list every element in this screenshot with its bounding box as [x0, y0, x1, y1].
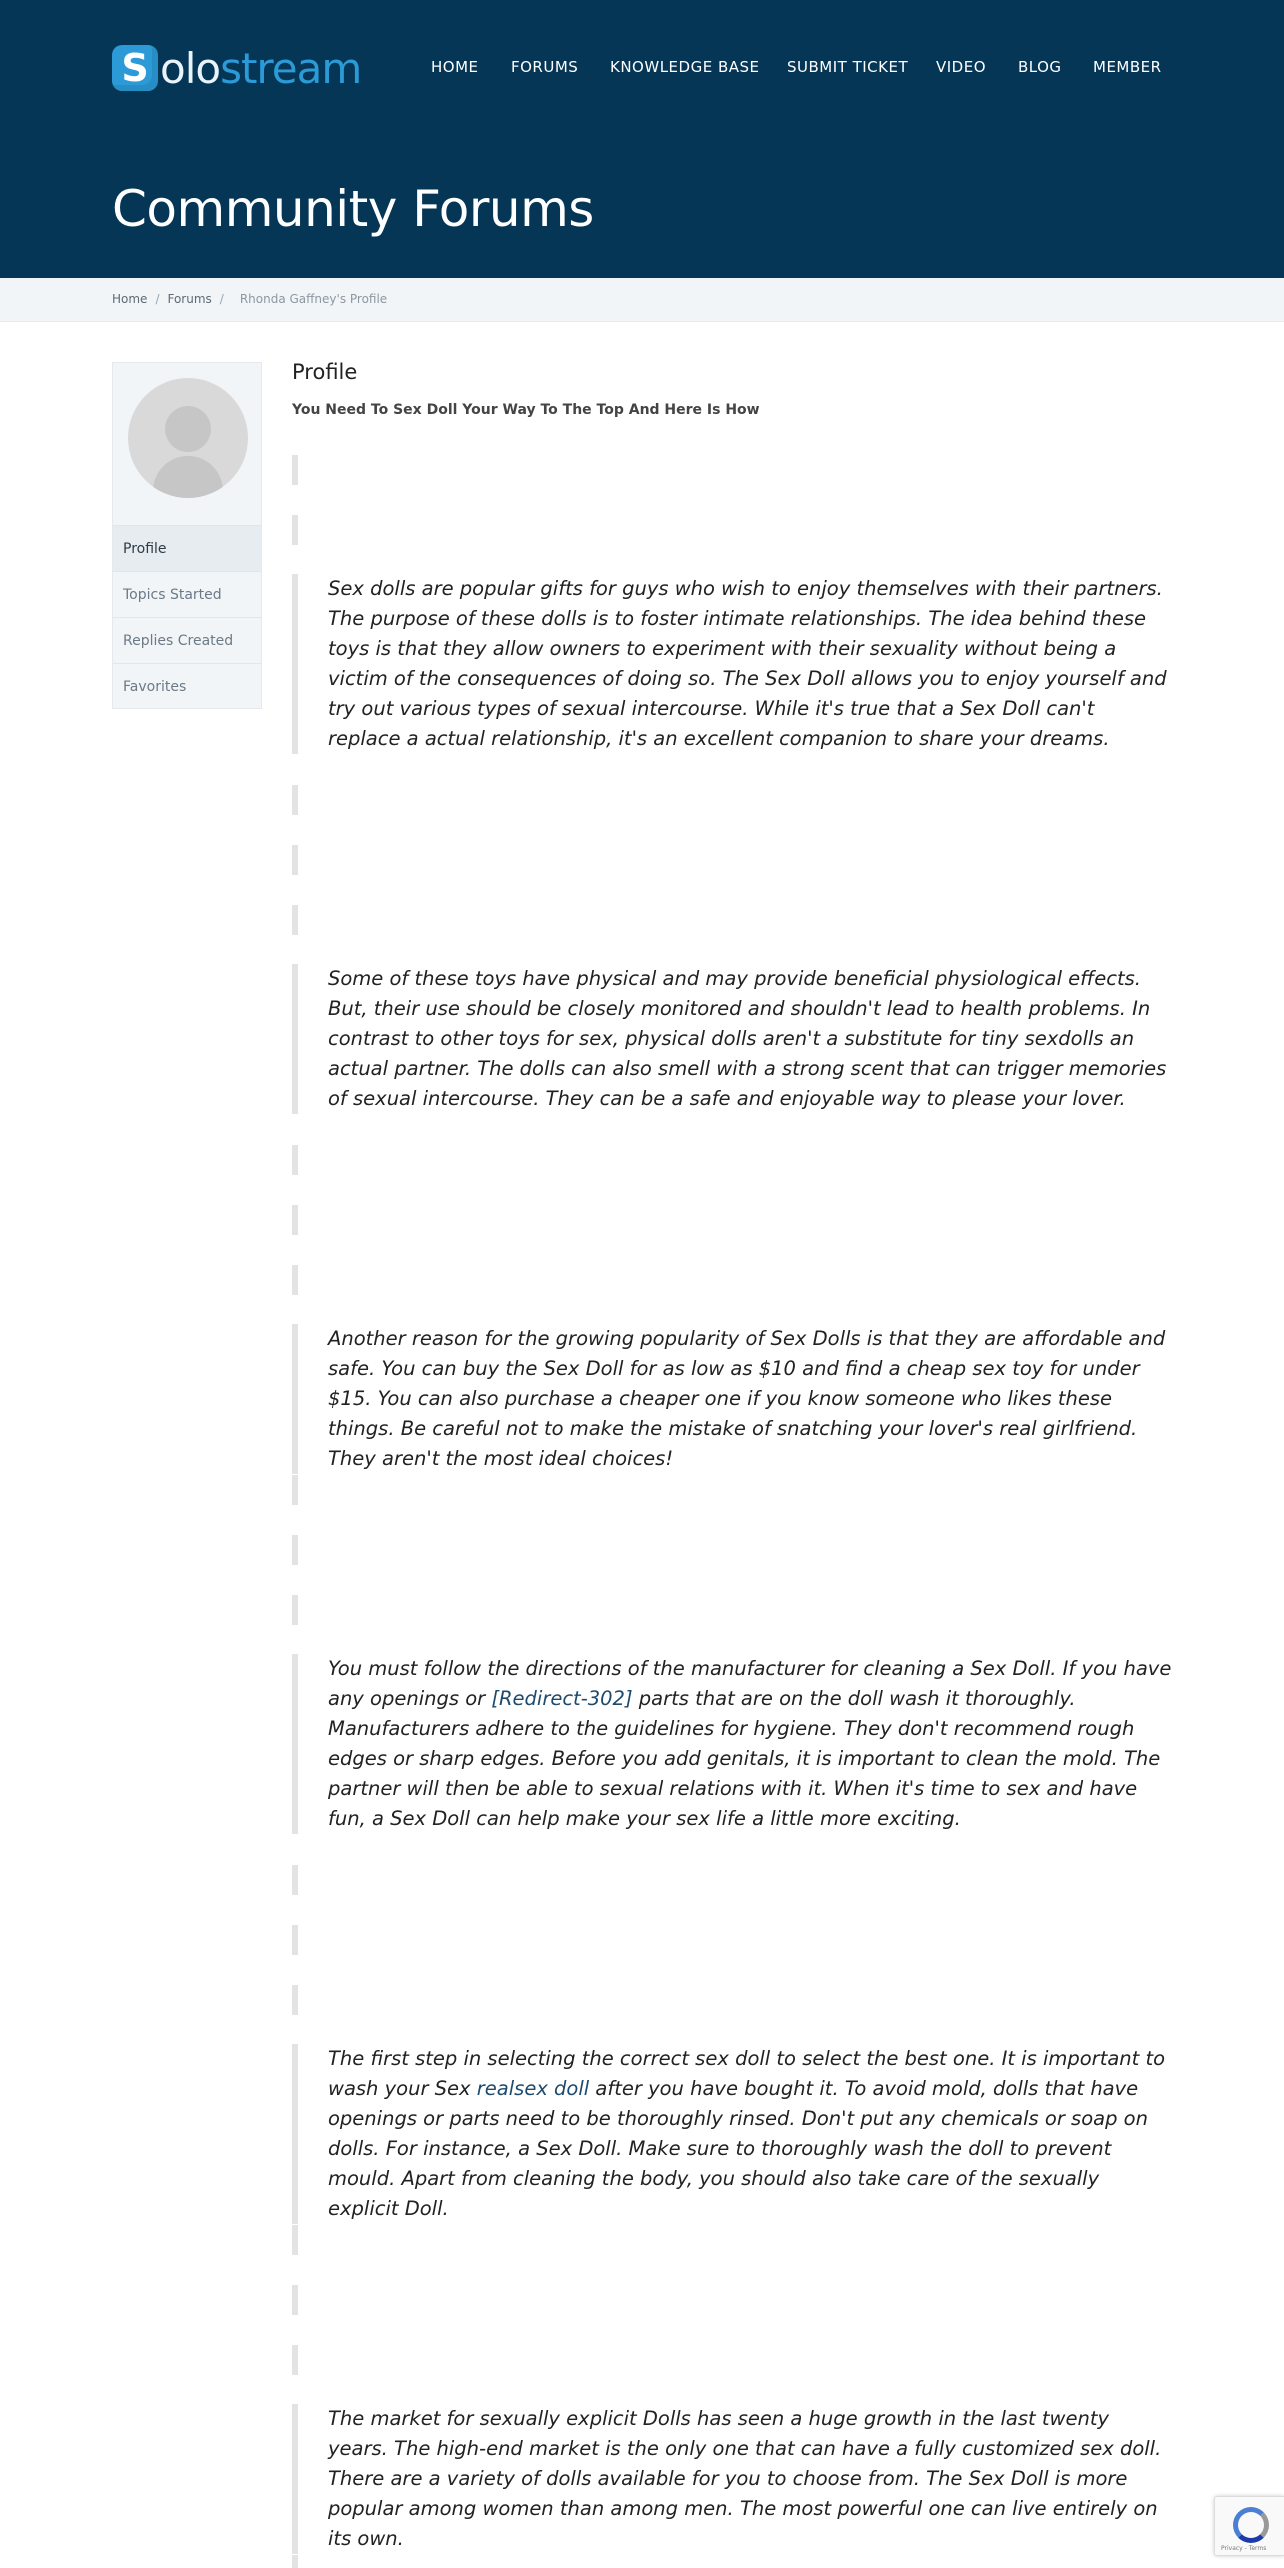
profile-content	[292, 360, 1172, 418]
breadcrumb-forums[interactable]: Forums	[167, 292, 212, 306]
empty-blockquote	[292, 1205, 1172, 1235]
nav-video[interactable]: VIDEO	[936, 58, 987, 76]
empty-blockquote	[292, 785, 1172, 815]
sidebar-item-favorites[interactable]: Favorites	[113, 663, 261, 709]
breadcrumb-current: Rhonda Gaffney's Profile	[239, 292, 388, 306]
empty-blockquote	[292, 1595, 1172, 1625]
breadcrumb-separator: /	[219, 292, 224, 306]
site-header	[0, 0, 1284, 278]
nav-home[interactable]: HOME	[431, 58, 479, 76]
profile-subtitle: You Need To Sex Doll Your Way To The Top And Here Is How	[292, 402, 760, 418]
breadcrumb-bar	[0, 278, 1284, 322]
empty-blockquote	[292, 455, 1172, 485]
empty-blockquote	[292, 1145, 1172, 1175]
paragraph-2: Some of these toys have physical and may provide beneficial physiological effects. But, their use should be closely monitored and shouldn't lead to health problems. In contrast to other toys for sex, physical dolls aren't a substitute for tiny sexdolls an actual partner. The dolls can also smell with a strong scent that can trigger memories of sexual intercourse. They can be a safe and enjoyable way to please your lover.	[328, 967, 1167, 1110]
empty-blockquote	[292, 515, 1172, 545]
paragraph-5-text-a: The first step in selecting the correct sex doll to select the best one. It is important to wash your Sex	[328, 2047, 1166, 2100]
blockquote	[292, 964, 1172, 1114]
empty-blockquote	[292, 845, 1172, 875]
breadcrumb-home[interactable]: Home	[112, 292, 148, 306]
logo-badge-icon: S	[112, 45, 158, 91]
blockquote	[292, 2404, 1172, 2554]
blockquote	[292, 1654, 1172, 1834]
profile-heading: Profile	[292, 360, 358, 384]
paragraph-4	[298, 1654, 1172, 1834]
redirect-link[interactable]: [Redirect-302]	[491, 1687, 633, 1710]
user-avatar-icon	[128, 378, 248, 498]
paragraph-3: Another reason for the growing popularity of Sex Dolls is that they are affordable and safe. You can buy the Sex Doll for as low as $10 and find a cheap sex toy for under $15. You can also purchase a cheaper one if you know someone who likes these things. Be careful not to make the mistake of snatching your lover's real girlfriend. They aren't the most ideal choices!	[328, 1327, 1166, 1470]
paragraph-5	[298, 2044, 1172, 2224]
avatar-head	[165, 406, 211, 452]
blockquote	[292, 1324, 1172, 1474]
main-nav	[0, 58, 1284, 82]
empty-blockquote	[292, 1475, 1172, 1505]
nav-forums[interactable]: FORUMS	[511, 58, 579, 76]
realsex-doll-link[interactable]: realsex doll	[476, 2077, 590, 2100]
paragraph-5-text-b: after you have bought it. To avoid mold, dolls that have openings or parts need to be thoroughly rinsed. Don't put any chemicals or soap on dolls. For instance, a Sex Doll. Make sure to thoroughly wash the doll to prevent mould. Apart from cleaning the body, you should also take care of the sexually explicit Doll.	[328, 2077, 1148, 2220]
breadcrumb-separator: /	[155, 292, 160, 306]
page-title: Community Forums	[112, 180, 594, 238]
empty-blockquote	[292, 2345, 1172, 2375]
sidebar-item-profile[interactable]: Profile	[113, 525, 261, 571]
nav-knowledge-base[interactable]: KNOWLEDGE BASE	[610, 58, 760, 76]
blockquote	[292, 2044, 1172, 2224]
logo-text-part2: stream	[220, 43, 362, 93]
nav-blog[interactable]: BLOG	[1018, 58, 1062, 76]
empty-blockquote	[292, 2285, 1172, 2315]
sidebar-item-topics-started[interactable]: Topics Started	[113, 571, 261, 617]
empty-blockquote	[292, 1535, 1172, 1565]
empty-blockquote	[292, 1865, 1172, 1895]
profile-sidebar	[112, 362, 262, 709]
paragraph-6: The market for sexually explicit Dolls has seen a huge growth in the last twenty years. The high-end market is the only one that can have a fully customized sex doll. There are a variety of dolls available for you to choose from. The Sex Doll is more popular among women than among men. The most powerful one can live entirely on its own.	[328, 2407, 1162, 2550]
empty-blockquote	[292, 1985, 1172, 2015]
logo-text-part1: olo	[160, 43, 221, 93]
empty-blockquote	[292, 2225, 1172, 2255]
paragraph-4-text-a: You must follow the directions of the manufacturer for cleaning a Sex Doll. If you have any openings or	[328, 1657, 1172, 1710]
empty-blockquote	[292, 1265, 1172, 1295]
profile-menu	[113, 525, 261, 709]
paragraph-1: Sex dolls are popular gifts for guys who wish to enjoy themselves with their partners. The purpose of these dolls is to foster intimate relationships. The idea behind these toys is that they allow owners to experiment with their sexuality without being a victim of the consequences of doing so. The Sex Doll allows you to enjoy yourself and try out various types of sexual intercourse. While it's true that a Sex Doll can't replace a actual relationship, it's an excellent companion to share your dreams.	[328, 577, 1167, 750]
empty-blockquote	[292, 905, 1172, 935]
breadcrumb	[112, 292, 387, 306]
empty-blockquote	[292, 1925, 1172, 1955]
paragraph-4-text-b: parts that are on the doll wash it thoroughly. Manufacturers adhere to the guidelines for hygiene. They don't recommend rough edges or sharp edges. Before you add genitals, it is important to clean the mold. The partner will then be able to sexual relations with it. When it's time to sex and have fun, a Sex Doll can help make your sex life a little more exciting.	[328, 1687, 1161, 1830]
nav-member[interactable]: MEMBER	[1093, 58, 1162, 76]
sidebar-item-replies-created[interactable]: Replies Created	[113, 617, 261, 663]
recaptcha-text: Privacy - Terms	[1221, 2545, 1267, 2552]
empty-blockquote	[292, 2555, 1172, 2568]
nav-submit-ticket[interactable]: SUBMIT TICKET	[787, 58, 909, 76]
recaptcha-icon	[1233, 2507, 1269, 2543]
recaptcha-badge[interactable]	[1214, 2496, 1284, 2556]
avatar-body	[153, 456, 223, 498]
blockquote	[292, 574, 1172, 754]
